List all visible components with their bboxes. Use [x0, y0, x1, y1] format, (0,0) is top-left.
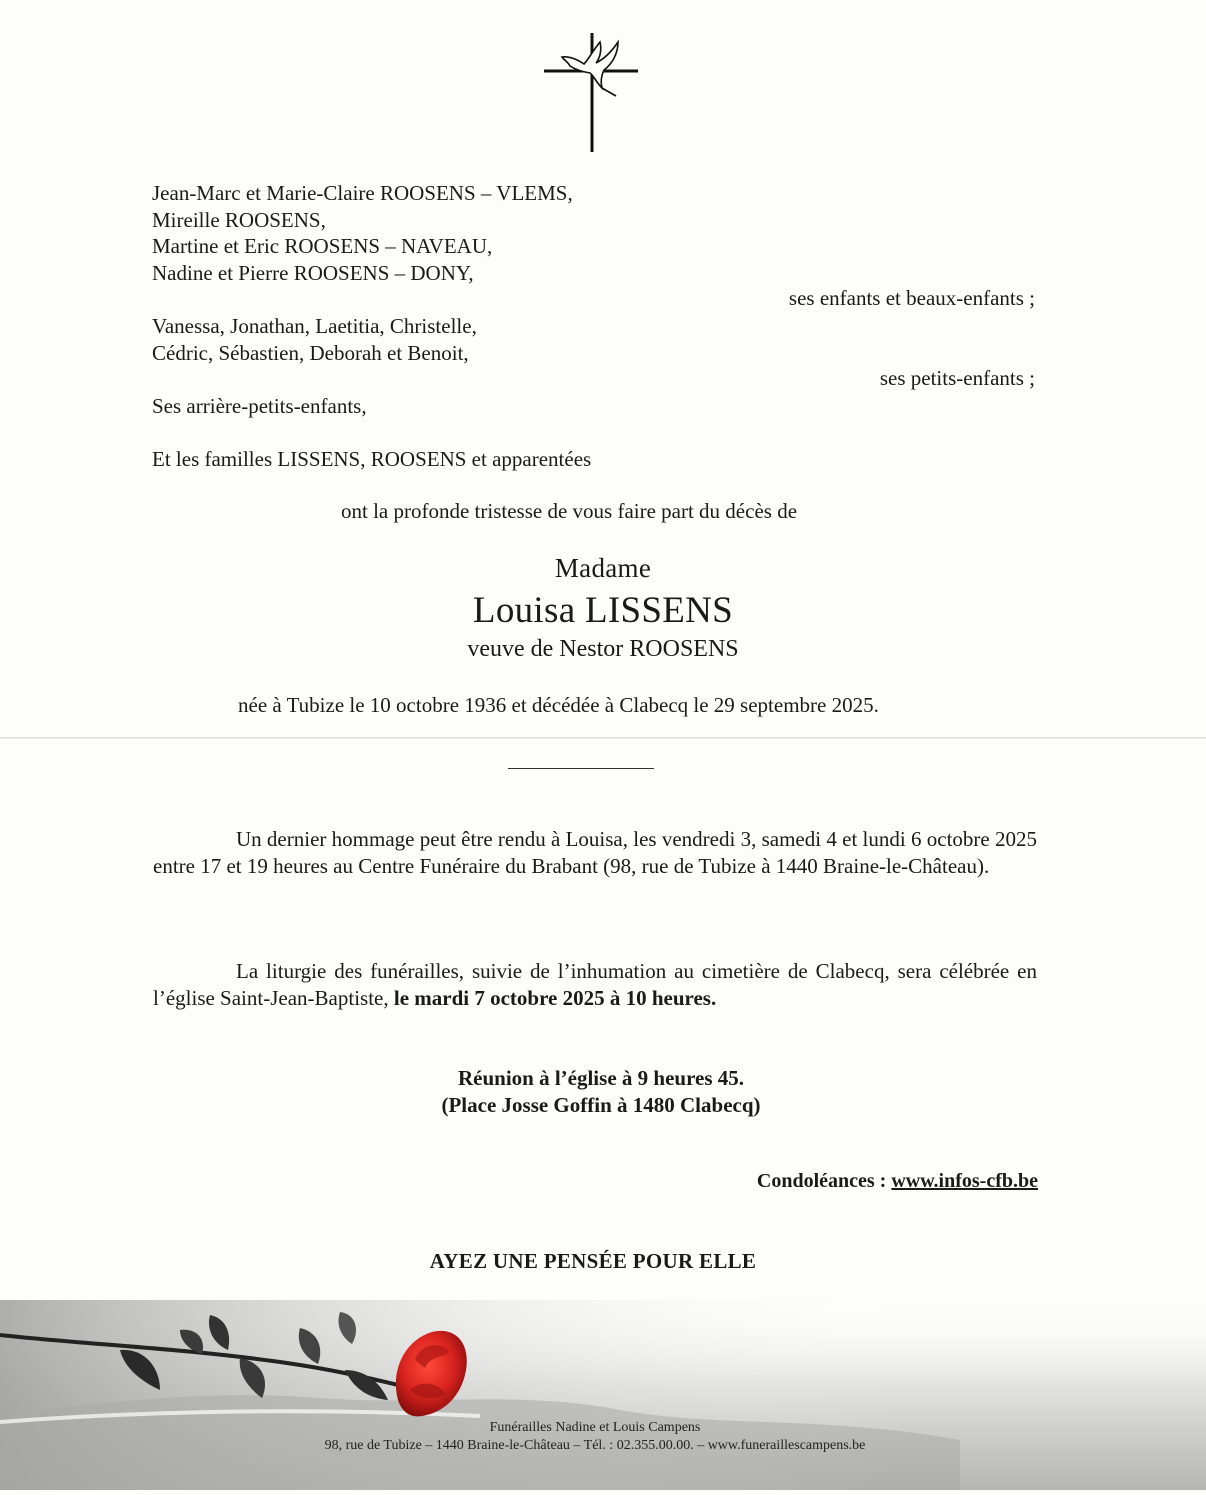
- grandchildren-label: ses petits-enfants ;: [879, 366, 1035, 390]
- great-grandchildren: Ses arrière-petits-enfants,: [152, 394, 367, 418]
- condoleances-label: Condoléances :: [756, 1170, 892, 1192]
- condoleances: [757, 1170, 1038, 1193]
- deceased-name: Louisa LISSENS: [472, 590, 734, 631]
- page-fold: [0, 737, 1206, 739]
- children-list: [152, 180, 573, 286]
- separator-line: [508, 768, 654, 769]
- liturgie-text: La liturgie des funérailles, suivie de l’inhumation au cimetière de Clabecq, sera célébrée en l’église Saint-Jean-Baptiste,: [153, 959, 1037, 1010]
- children-label: ses enfants et beaux-enfants ;: [788, 286, 1035, 310]
- family-line: Vanessa, Jonathan, Laetitia, Christelle,: [152, 314, 477, 338]
- reunion-line1: Réunion à l’église à 9 heures 45.: [457, 1066, 745, 1090]
- hommage-paragraph: Un dernier hommage peut être rendu à Louisa, les vendredi 3, samedi 4 et lundi 6 octobre 2025 entre 17 et 19 heures au Centre Funéraire du Brabant (98, rue de Tubize à 1440 Braine-le-Château).: [153, 827, 1037, 878]
- announcement: ont la profonde tristesse de vous faire part du décès de: [341, 499, 798, 523]
- reunion-line2: (Place Josse Goffin à 1480 Clabecq): [441, 1093, 761, 1117]
- families-line: Et les familles LISSENS, ROOSENS et apparentées: [152, 447, 592, 471]
- liturgie-paragraph: [153, 958, 1037, 1012]
- family-line: Cédric, Sébastien, Deborah et Benoit,: [152, 340, 469, 365]
- condoleances-link[interactable]: www.infos-cfb.be: [891, 1170, 1038, 1192]
- pensee-heading: AYEZ UNE PENSÉE POUR ELLE: [429, 1249, 757, 1273]
- family-line: Martine et Eric ROOSENS – NAVEAU,: [152, 234, 493, 258]
- footer-address: 98, rue de Tubize – 1440 Braine-le-Château – Tél. : 02.355.00.00. – www.funeraillescampens.be: [324, 1438, 866, 1453]
- liturgie-date: le mardi 7 octobre 2025 à 10 heures.: [393, 986, 717, 1010]
- cross-with-dove-icon: [540, 30, 644, 155]
- deceased-dates: née à Tubize le 10 octobre 1936 et décédée à Clabecq le 29 septembre 2025.: [238, 693, 879, 717]
- grandchildren-list: [152, 313, 477, 366]
- footer-company: Funérailles Nadine et Louis Campens: [489, 1420, 701, 1435]
- family-line: Nadine et Pierre ROOSENS – DONY,: [152, 260, 474, 285]
- family-line: Mireille ROOSENS,: [152, 207, 326, 232]
- deceased-title: Madame: [554, 553, 652, 583]
- deceased-widow-of: veuve de Nestor ROOSENS: [467, 636, 739, 662]
- family-line: Jean-Marc et Marie-Claire ROOSENS – VLEMS,: [152, 181, 573, 205]
